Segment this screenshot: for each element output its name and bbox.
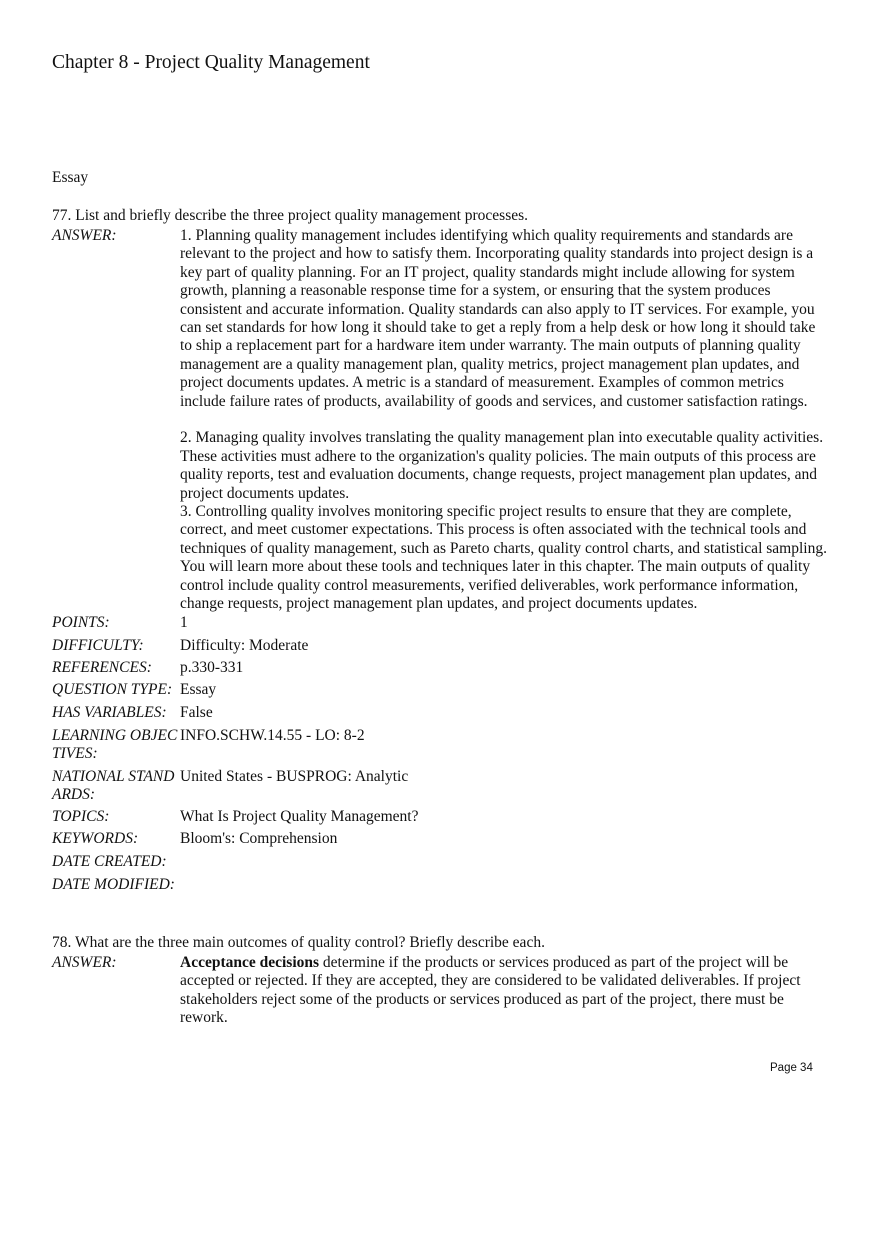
meta-value: INFO.SCHW.14.55 - LO: 8-2 <box>180 727 365 744</box>
meta-value: False <box>180 704 213 721</box>
page-number: Page 34 <box>770 1062 813 1074</box>
meta-value: What Is Project Quality Management? <box>180 808 419 825</box>
answer-paragraph-1: 1. Planning quality management includes identifying which quality requirements and standards are relevant to the project and how to satisfy them. Incorporating quality standards into project design is a key part of quality planning. For an IT project, quality standards might include allowing for system growth, planning a reasonable response time for a system, or ensuring that the system produces consistent and accurate information. Quality standards can also apply to IT services. For example, you can set standards for how long it should take to get a reply from a help desk or how long it should take to ship a replacement part for a hardware item under warranty. The main outputs of planning quality management are a quality management plan, quality metrics, project management plan updates, and project documents updates. A metric is a standard of measurement. Examples of common metrics include failure rates of products, availability of goods and services, and customer satisfaction ratings. <box>180 227 816 410</box>
question-77-answer <box>180 227 828 614</box>
meta-label: KEYWORDS: <box>52 830 139 847</box>
meta-value: Essay <box>180 681 217 698</box>
meta-label: POINTS: <box>52 614 110 631</box>
meta-value: Difficulty: Moderate <box>180 637 309 654</box>
meta-value: Bloom's: Comprehension <box>180 830 338 847</box>
meta-label: HAS VARIABLES: <box>52 704 167 721</box>
answer-paragraph-2: 2. Managing quality involves translating the quality management plan into executable quality activities. These activities must adhere to the organization's quality policies. The main outputs of this process are quality reports, test and evaluation documents, change requests, project management plan updates, and project documents updates. <box>180 429 824 502</box>
meta-label: DATE CREATED: <box>52 853 167 870</box>
answer-rest: determine if the products or services produced as part of the project will be accepted or rejected. If they are accepted, they are considered to be validated deliverables. If project stakeholders reject some of the products or services produced as part of the project, there must be rework. <box>180 954 801 1027</box>
meta-label: NATIONAL STANDARDS: <box>52 768 175 803</box>
answer-label: ANSWER: <box>52 227 117 244</box>
meta-label: QUESTION TYPE: <box>52 681 173 698</box>
meta-label: REFERENCES: <box>52 659 152 676</box>
meta-label: TOPICS: <box>52 808 110 825</box>
meta-value: p.330-331 <box>180 659 244 676</box>
answer-paragraph-3: 3. Controlling quality involves monitoring specific project results to ensure that they are complete, correct, and meet customer expectations. This process is often associated with the technical tools and techniques of quality management, such as Pareto charts, quality control charts, and statistical sampling. You will learn more about these tools and techniques later in this chapter. The main outputs of quality control include quality control measurements, verified deliverables, work performance information, change requests, project management plan updates, and project documents updates. <box>180 503 827 613</box>
section-heading: Essay <box>52 169 89 186</box>
meta-label: DATE MODIFIED: <box>52 876 175 893</box>
meta-value: United States - BUSPROG: Analytic <box>180 768 409 785</box>
meta-value: 1 <box>180 614 188 631</box>
chapter-title: Chapter 8 - Project Quality Management <box>52 52 370 73</box>
answer-bold-lead: Acceptance decisions <box>180 954 320 971</box>
answer-paragraph <box>180 954 828 1028</box>
question-77-text: 77. List and briefly describe the three project quality management processes. <box>52 207 529 224</box>
question-78-text: 78. What are the three main outcomes of quality control? Briefly describe each. <box>52 934 545 951</box>
answer-label: ANSWER: <box>52 954 117 971</box>
paragraph-gap <box>180 411 828 429</box>
meta-label: LEARNING OBJECTIVES: <box>52 727 178 762</box>
meta-label: DIFFICULTY: <box>52 637 144 654</box>
question-78-answer <box>180 954 828 1028</box>
